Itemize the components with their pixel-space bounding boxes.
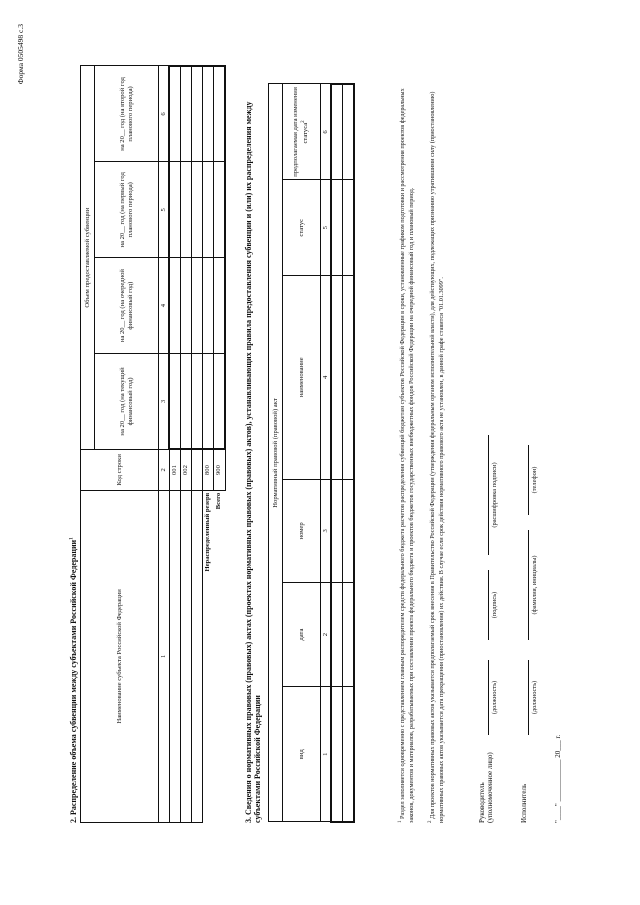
colnum-1: 1 — [159, 490, 170, 822]
date-line[interactable]: "____" ____________ 20___ г. — [554, 734, 562, 823]
head-signature-line[interactable] — [488, 570, 489, 640]
header-change-date — [283, 84, 321, 180]
table-row — [181, 66, 192, 823]
value-cell[interactable] — [181, 354, 192, 450]
header-subject: Наименование субъекта Российской Федерации — [81, 490, 159, 822]
value-cell[interactable] — [203, 66, 214, 162]
head-label: Руководитель — [478, 782, 486, 823]
code-cell — [192, 449, 203, 490]
act-cell[interactable] — [343, 583, 355, 687]
colnum-3: 3 — [321, 479, 332, 583]
reserve-label: Нераспределенный резерв — [203, 490, 214, 822]
head-sub-label: (уполномоченное лицо) — [486, 752, 494, 823]
footnote-2-mark: 2 — [428, 820, 433, 823]
act-cell[interactable] — [343, 686, 355, 822]
footnote-1-text: Раздел заполняется одновременно с представлением главным распорядителем средств федерального бюджета расчетов распределения субвенций бюджетам субъектов Российской Федерации в сроки, установленные графиком подготовки и рассмотрения проектов федеральных законов, документов и материалов, разрабатываемых при составлении проекта федерального бюджета и проектов бюджетов государственных внебюджетных фондов Российской Федерации на очередной финансовый год и плановый период. — [399, 88, 415, 823]
executor-position-caption: (должность) — [531, 680, 538, 715]
header-code: Код строки — [81, 449, 159, 490]
executor-fio-line[interactable] — [528, 530, 529, 640]
total-code: 900 — [214, 449, 226, 490]
act-cell[interactable] — [331, 479, 343, 583]
header-year-plan2: на 20__ год (на второй год планового периода) — [95, 66, 159, 162]
head-decode-caption: (расшифровка подписи) — [491, 462, 498, 528]
header-status: статус — [283, 180, 321, 276]
header-year-plan1: на 20__ год (на первый год планового периода) — [95, 162, 159, 258]
section2-title-footnote: 1 — [69, 537, 75, 540]
subject-cell — [181, 490, 192, 822]
value-cell[interactable] — [203, 162, 214, 258]
total-row — [214, 66, 226, 823]
value-cell[interactable] — [214, 66, 226, 162]
head-position-caption: (должность) — [491, 680, 498, 715]
executor-position-line[interactable] — [528, 660, 529, 735]
value-cell[interactable] — [214, 162, 226, 258]
footnote-1 — [397, 78, 416, 823]
head-decode-line[interactable] — [488, 435, 489, 555]
act-cell[interactable] — [343, 479, 355, 583]
head-position-line[interactable] — [488, 660, 489, 735]
executor-phone-caption: (телефон) — [531, 466, 538, 494]
value-cell[interactable] — [169, 66, 181, 162]
head-signature-caption: (подпись) — [491, 591, 498, 619]
header-change-date-text: предполагаемая дата изменения статуса — [292, 87, 310, 177]
value-cell[interactable] — [192, 354, 203, 450]
table-row — [192, 66, 203, 823]
subject-cell — [192, 490, 203, 822]
header-year-next: на 20__ год (на очередной финансовый год) — [95, 258, 159, 354]
reserve-row — [203, 66, 214, 823]
legal-acts-table — [268, 83, 355, 823]
act-cell[interactable] — [331, 84, 343, 180]
colnum-1: 1 — [321, 686, 332, 822]
subject-cell — [169, 490, 181, 822]
subvention-distribution-table — [80, 65, 226, 823]
header-date: дата — [283, 583, 321, 687]
value-cell[interactable] — [192, 66, 203, 162]
reserve-code: 800 — [203, 449, 214, 490]
table-row — [169, 66, 181, 823]
executor-fio-caption: (фамилия, инициалы) — [531, 555, 538, 615]
colnum-3: 3 — [159, 354, 170, 450]
executor-label: Исполнитель — [520, 783, 528, 823]
act-cell[interactable] — [331, 686, 343, 822]
colnum-2: 2 — [159, 449, 170, 490]
total-label: Всего — [214, 490, 226, 822]
colnum-6: 6 — [321, 84, 332, 180]
code-cell: 001 — [169, 449, 181, 490]
header-number: номер — [283, 479, 321, 583]
value-cell[interactable] — [181, 66, 192, 162]
act-cell[interactable] — [331, 583, 343, 687]
value-cell[interactable] — [203, 354, 214, 450]
value-cell[interactable] — [192, 162, 203, 258]
form-code: Форма 0505498 с.3 — [16, 24, 25, 85]
header-volume: Объем предоставляемой субвенции — [81, 66, 95, 449]
executor-phone-line[interactable] — [528, 445, 529, 515]
act-cell[interactable] — [343, 180, 355, 276]
value-cell[interactable] — [181, 258, 192, 354]
header-legal-act: Нормативный правовой (правовой) акт — [269, 84, 283, 822]
value-cell[interactable] — [169, 162, 181, 258]
footnote-2-text: Для проектов нормативных правовых актов указывается предполагаемый срок внесения в Правительство Российской Федерации (утверждения федеральным органом исполнительной власти), для действующих, подлежащих признанию утратившими силу (приостановлению) нормативных правовых актов указывается дата прекращения (приостановления) их действия. В случае если срок действия нормативного правового акта не установлен, в данной графе ставится "01.01.3099". — [429, 91, 445, 823]
colnum-2: 2 — [321, 583, 332, 687]
footnote-1-mark: 1 — [398, 820, 403, 823]
colnum-4: 4 — [321, 276, 332, 479]
colnum-5: 5 — [321, 180, 332, 276]
value-cell[interactable] — [203, 258, 214, 354]
value-cell[interactable] — [214, 354, 226, 450]
act-cell[interactable] — [331, 180, 343, 276]
section2-title — [69, 537, 78, 823]
header-type: вид — [283, 686, 321, 822]
section3-title: 3. Сведения о нормативных правовых (правовых) актах (проектах нормативных правовых (правовых) актов), устанавливающих правила предоставления субвенции и (или) их распределения между субъектами Российской Федерации — [244, 101, 262, 823]
code-cell: 002 — [181, 449, 192, 490]
section2-title-text: 2. Распределение объема субвенции между субъектами Российской Федерации — [69, 539, 78, 823]
table-row — [343, 84, 355, 822]
value-cell[interactable] — [214, 258, 226, 354]
footnote-2 — [427, 78, 446, 823]
act-cell[interactable] — [343, 84, 355, 180]
header-year-current: на 20__ год (на текущий финансовый год) — [95, 354, 159, 450]
value-cell[interactable] — [192, 258, 203, 354]
header-name: наименование — [283, 276, 321, 479]
header-change-date-footnote: 2 — [301, 120, 307, 123]
table-row — [331, 84, 343, 822]
colnum-5: 5 — [159, 162, 170, 258]
value-cell[interactable] — [169, 258, 181, 354]
colnum-4: 4 — [159, 258, 170, 354]
value-cell[interactable] — [169, 354, 181, 450]
value-cell[interactable] — [181, 162, 192, 258]
colnum-6: 6 — [159, 66, 170, 162]
act-cell[interactable] — [343, 276, 355, 479]
act-cell[interactable] — [331, 276, 343, 479]
